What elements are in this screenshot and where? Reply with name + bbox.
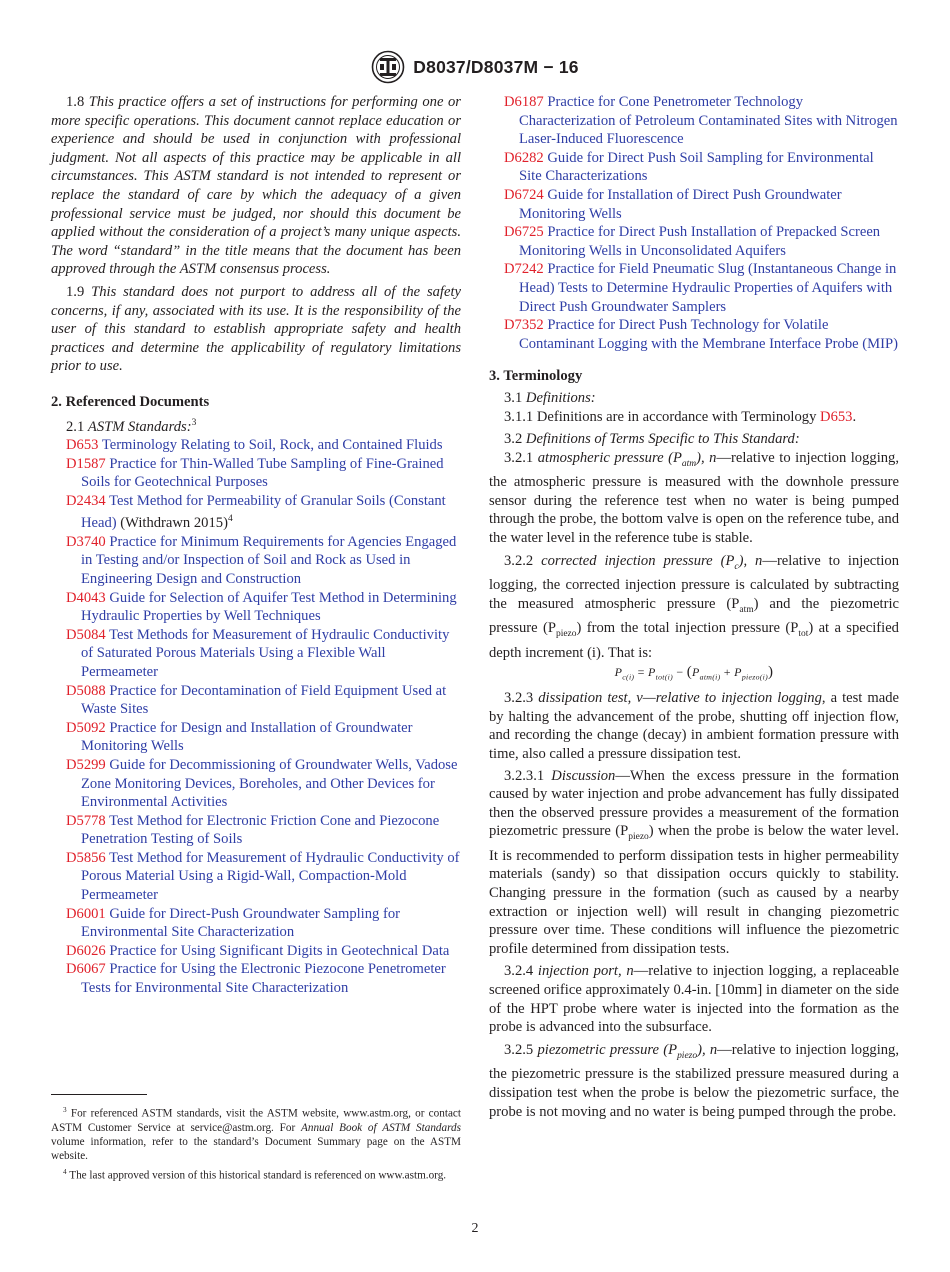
footnote-3: $^3$ For referenced ASTM standards, visit the ASTM website, www.astm.org, or contact ASTM Customer Service at service@astm.org. For Annual Book of ASTM Standards volume information, refer to the standard’s Document Summary page on the ASTM website.: [51, 1106, 461, 1163]
reference-item[interactable]: D6187 Practice for Cone Penetrometer Technology Characterization of Petroleum Contaminated Sites with Nitrogen Laser-Induced Fluorescence: [504, 94, 898, 148]
reference-item[interactable]: D6282 Guide for Direct Push Soil Sampling for Environmental Site Characterizations: [504, 149, 874, 185]
reference-item[interactable]: D6725 Practice for Direct Push Installation of Prepacked Screen Monitoring Wells in Unconsolidated Aquifers: [504, 224, 881, 259]
footnotes: [51, 1103, 461, 1183]
reference-item[interactable]: D6724 Guide for Installation of Direct Push Groundwater Monitoring Wells: [504, 186, 842, 222]
section-3-2-2: 3.2.2 corrected injection pressure $(P_c)$, n—relative to injection logging, the corrected injection pressure is calculated by subtracting the measured atmospheric pressure $(P_{atm})$ and the piezometric pressure $(P_{piezo})$ from the total injection pressure $(P_{tot})$ at a specified depth increment (i). That is:: [489, 552, 899, 661]
reference-item[interactable]: D5778 Test Method for Electronic Friction Cone and Piezocone Penetration Testing of Soils: [66, 812, 440, 848]
page-header: [0, 50, 950, 84]
reference-item[interactable]: D7242 Practice for Field Pneumatic Slug (Instantaneous Change in Head) Tests to Determine Hydraulic Properties of Aquifers with Direct Push Groundwater Samplers: [504, 261, 897, 315]
section-3-2-3: 3.2.3 dissipation test, v—relative to injection logging, a test made by halting the advancement of the probe, shutting off injection flow, and recording the change (decay) in ambient formation pressure with time, also called a pressure dissipation test.: [489, 690, 899, 763]
standard-designation: D8037/D8037M − 16: [413, 56, 579, 77]
section-3-1: 3.1 Definitions:: [504, 389, 596, 406]
reference-item[interactable]: D7352 Practice for Direct Push Technology for Volatile Contaminant Logging with the Membrane Interface Probe (MIP): [504, 317, 898, 352]
section-2-1: 2.1 ASTM Standards:$^3$: [66, 417, 197, 435]
section-3-2-4: 3.2.4 injection port, n—relative to injection logging, a replaceable screened orifice approximately 0.4-in. [10mm] in diameter on the side of the HPT probe where water is injected into the formation as the probe is advanced into the subsurface.: [489, 963, 900, 1036]
reference-item[interactable]: D653 Terminology Relating to Soil, Rock, and Contained Fluids: [66, 436, 443, 453]
section-2-title: 2. Referenced Documents: [51, 393, 210, 410]
reference-item[interactable]: D5856 Test Method for Measurement of Hydraulic Conductivity of Porous Material Using a Rigid-Wall, Compaction-Mold Permeameter: [66, 849, 460, 904]
section-3-1-1: 3.1.1 Definitions are in accordance with Terminology D653.: [504, 408, 857, 425]
left-column: [51, 93, 461, 998]
corrected-pressure-equation: $P_{c(i)} = P_{tot(i)} - (P_{atm(i)} + P_{piezo(i)})$: [614, 664, 774, 682]
reference-item[interactable]: D4043 Guide for Selection of Aquifer Test Method in Determining Hydraulic Properties by Well Techniques: [66, 589, 457, 625]
reference-item[interactable]: D2434 Test Method for Permeability of Granular Soils (Constant Head) (Withdrawn 2015)$^4$: [66, 492, 446, 532]
right-column: [489, 93, 899, 1121]
section-3-title: 3. Terminology: [489, 368, 583, 385]
reference-item[interactable]: D5092 Practice for Design and Installation of Groundwater Monitoring Wells: [66, 719, 413, 755]
reference-item[interactable]: D5084 Test Methods for Measurement of Hydraulic Conductivity of Saturated Porous Materials Using a Flexible Wall Permeameter: [66, 626, 450, 680]
page-number: 2: [471, 1221, 479, 1236]
paragraph-1-9: 1.9 This standard does not purport to address all of the safety concerns, if any, associated with its use. It is the responsibility of the user of this standard to establish appropriate safety and health practices and determine the applicability of regulatory limitations prior to use.: [51, 283, 461, 375]
reference-item[interactable]: D3740 Practice for Minimum Requirements for Agencies Engaged in Testing and/or Inspection of Soil and Rock as Used in Engineering Design and Construction: [66, 533, 457, 587]
reference-item[interactable]: D1587 Practice for Thin-Walled Tube Sampling of Fine-Grained Soils for Geotechnical Purposes: [66, 455, 444, 491]
reference-item[interactable]: D5299 Guide for Decommissioning of Groundwater Wells, Vadose Zone Monitoring Devices, Boreholes, and Other Devices for Environmental Activities: [66, 756, 458, 811]
section-3-2-5: 3.2.5 piezometric pressure $(P_{piezo})$, n—relative to injection logging, the piezometric pressure is the stabilized pressure measured during a dissipation test when the probe is below the piezometric surface, the probe is not moving and no water is being pumped through the probe.: [489, 1041, 899, 1120]
reference-item[interactable]: D6001 Guide for Direct-Push Groundwater Sampling for Environmental Site Characterization: [66, 905, 400, 941]
paragraph-1-8: 1.8 This practice offers a set of instructions for performing one or more specific operations. This document cannot replace education or experience and should be used in conjunction with professional judgment. Not all aspects of this practice may be applicable in all circumstances. This ASTM standard is not intended to represent or replace the standard of care by which the adequacy of a given professional service must be judged, nor should this document be applied without the consideration of a project’s many unique aspects. The word “standard” in the title means that the document has been approved through the ASTM consensus process.: [51, 94, 461, 278]
reference-item[interactable]: D6067 Practice for Using the Electronic Piezocone Penetrometer Tests for Environmental Site Characterization: [66, 961, 446, 997]
left-reference-list: [51, 436, 461, 998]
section-3-2-1: 3.2.1 atmospheric pressure $(P_{atm})$, n—relative to injection logging, the atmospheric pressure is measured with the downhole pressure sensor during the reference test when no water is being pumped through the probe, the bottom valve is open on the reference tube, and the water level in the reference tube is stable.: [489, 449, 899, 546]
right-reference-list: [489, 93, 899, 353]
footnote-4: $^4$ The last approved version of this historical standard is referenced on www.astm.org.: [63, 1167, 447, 1182]
reference-item[interactable]: D5088 Practice for Decontamination of Field Equipment Used at Waste Sites: [66, 682, 447, 718]
reference-item[interactable]: D6026 Practice for Using Significant Digits in Geotechnical Data: [66, 942, 450, 959]
footnote-divider: [51, 1094, 147, 1095]
section-3-2: 3.2 Definitions of Terms Specific to This Standard:: [504, 431, 800, 448]
astm-logo-icon: [371, 50, 405, 84]
section-3-2-3-1: 3.2.3.1 Discussion—When the excess pressure in the formation caused by water injection and probe advancement has fully dissipated then the observed pressure provides a measurement of the formation piezometric pressure $(P_{piezo})$ when the probe is below the water level. It is recommended to perform dissipation tests in higher permeability materials (sandy) so that dissipation occurs quickly to stability. Changing pressure in the formation (such as caused by a nearby extraction or injection well) will result in changing piezometric pressure over time. These conditions will influence the piezometric profile determined from dissipation tests.: [489, 767, 899, 957]
